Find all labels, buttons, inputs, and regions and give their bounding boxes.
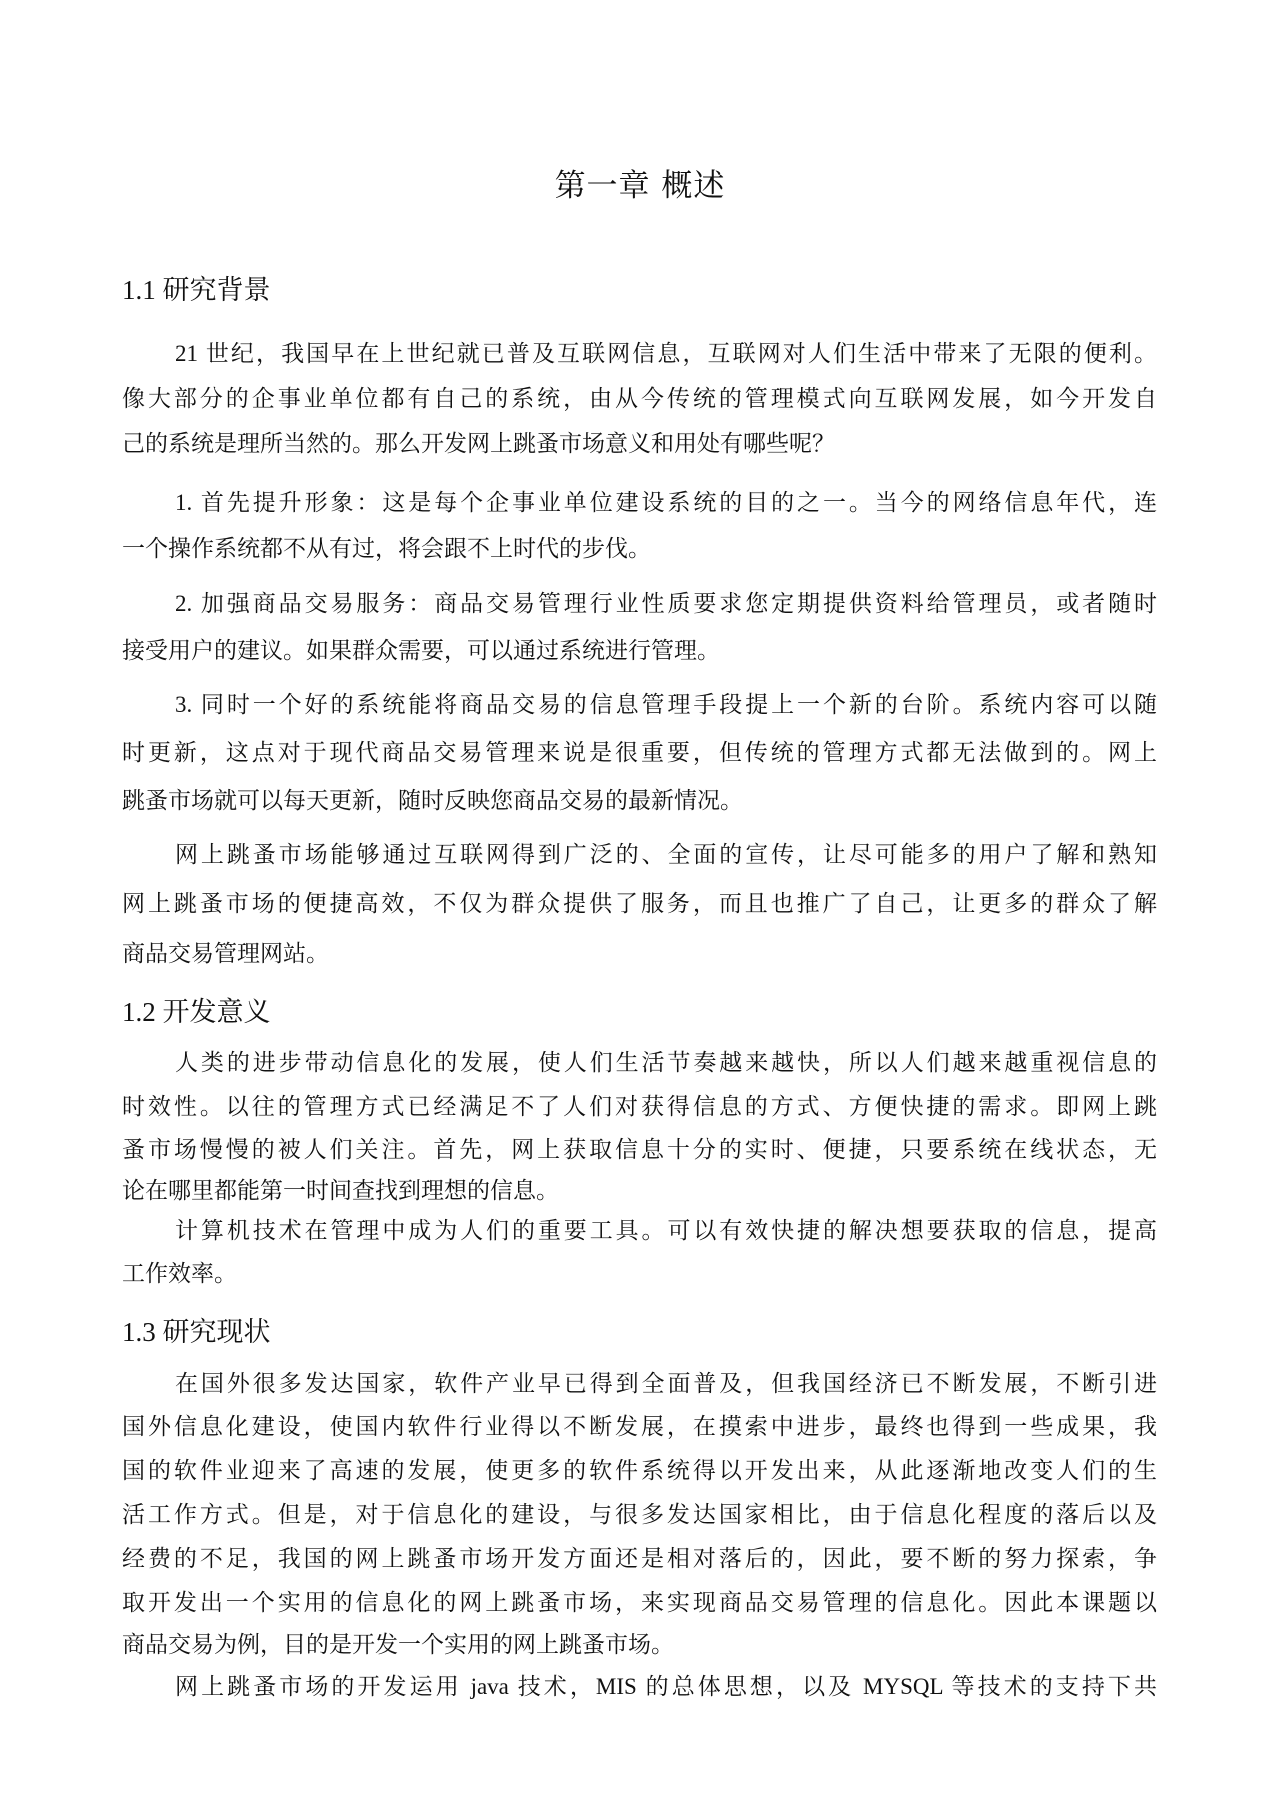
paragraph-line: 像大部分的企事业单位都有自己的系统，由从今传统的管理模式向互联网发展，如今开发自 [122, 386, 1157, 411]
section-heading-1-1: 1.1 研究背景 [122, 275, 271, 305]
paragraph-line: 网上跳蚤市场能够通过互联网得到广泛的、全面的宣传，让尽可能多的用户了解和熟知 [175, 842, 1157, 867]
paragraph-line: 商品交易为例，目的是开发一个实用的网上跳蚤市场。 [122, 1632, 674, 1657]
section-heading-1-3: 1.3 研究现状 [122, 1317, 271, 1347]
paragraph-line: 时更新，这点对于现代商品交易管理来说是很重要，但传统的管理方式都无法做到的。网上 [122, 740, 1157, 765]
paragraph-line: 活工作方式。但是，对于信息化的建设，与很多发达国家相比，由于信息化程度的落后以及 [122, 1502, 1157, 1527]
paragraph-line: 一个操作系统都不从有过，将会跟不上时代的步伐。 [122, 536, 651, 561]
section-heading-1-2: 1.2 开发意义 [122, 997, 271, 1027]
paragraph-line: 人类的进步带动信息化的发展，使人们生活节奏越来越快，所以人们越来越重视信息的 [175, 1050, 1157, 1075]
paragraph-line: 论在哪里都能第一时间查找到理想的信息。 [122, 1178, 559, 1203]
paragraph-line: 国的软件业迎来了高速的发展，使更多的软件系统得以开发出来，从此逐渐地改变人们的生 [122, 1458, 1157, 1483]
paragraph-line: 1. 首先提升形象：这是每个企事业单位建设系统的目的之一。当今的网络信息年代，连 [175, 490, 1157, 515]
paragraph-line: 网上跳蚤市场的开发运用 java 技术，MIS 的总体思想，以及 MYSQL 等技术的支持下共 [175, 1674, 1157, 1699]
paragraph-line: 时效性。以往的管理方式已经满足不了人们对获得信息的方式、方便快捷的需求。即网上跳 [122, 1094, 1157, 1119]
paragraph-line: 己的系统是理所当然的。那么开发网上跳蚤市场意义和用处有哪些呢？ [122, 431, 835, 456]
paragraph-line: 网上跳蚤市场的便捷高效，不仅为群众提供了服务，而且也推广了自己，让更多的群众了解 [122, 891, 1157, 916]
paragraph-line: 工作效率。 [122, 1261, 237, 1286]
paragraph-line: 接受用户的建议。如果群众需要，可以通过系统进行管理。 [122, 638, 720, 663]
paragraph-line: 跳蚤市场就可以每天更新，随时反映您商品交易的最新情况。 [122, 788, 743, 813]
paragraph-line: 取开发出一个实用的信息化的网上跳蚤市场，来实现商品交易管理的信息化。因此本课题以 [122, 1590, 1157, 1615]
paragraph-line: 蚤市场慢慢的被人们关注。首先，网上获取信息十分的实时、便捷，只要系统在线状态，无 [122, 1137, 1157, 1162]
paragraph-line: 计算机技术在管理中成为人们的重要工具。可以有效快捷的解决想要获取的信息，提高 [175, 1218, 1157, 1243]
paragraph-line: 国外信息化建设，使国内软件行业得以不断发展，在摸索中进步，最终也得到一些成果，我 [122, 1414, 1157, 1439]
chapter-title: 第一章 概述 [554, 168, 726, 204]
paragraph-line: 在国外很多发达国家，软件产业早已得到全面普及，但我国经济已不断发展，不断引进 [175, 1371, 1157, 1396]
paragraph-line: 商品交易管理网站。 [122, 941, 329, 966]
paragraph-line: 2. 加强商品交易服务：商品交易管理行业性质要求您定期提供资料给管理员，或者随时 [175, 591, 1157, 616]
paragraph-line: 3. 同时一个好的系统能将商品交易的信息管理手段提上一个新的台阶。系统内容可以随 [175, 692, 1157, 717]
paragraph-line: 经费的不足，我国的网上跳蚤市场开发方面还是相对落后的，因此，要不断的努力探索，争 [122, 1546, 1157, 1571]
paragraph-line: 21 世纪，我国早在上世纪就已普及互联网信息，互联网对人们生活中带来了无限的便利。 [175, 341, 1157, 366]
